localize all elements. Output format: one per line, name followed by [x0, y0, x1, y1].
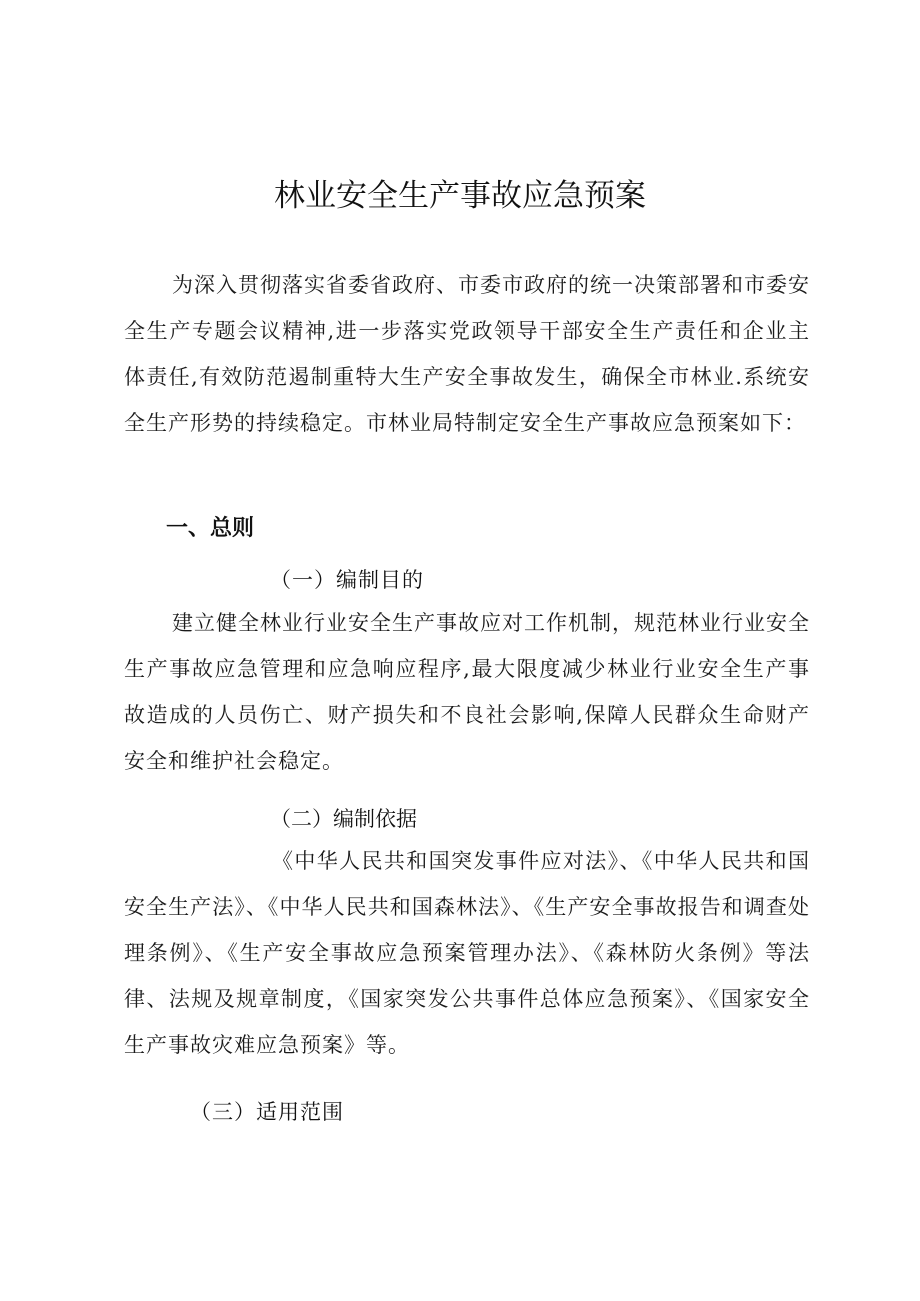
subsection-heading-scope: （三）适用范围	[190, 1100, 344, 1124]
subsection-heading-basis: （二）编制依据	[270, 807, 417, 831]
purpose-paragraph: 建立健全林业行业安全生产事故应对工作机制，规范林业行业安全生产事故应急管理和应急响应程序,最大限度减少林业行业安全生产事故造成的人员伤亡、财产损失和不良社会影响,保障人民群众生命财产安全和维护社会稳定。	[124, 611, 810, 773]
document-title: 林业安全生产事故应急预案	[274, 178, 646, 214]
subsection-heading-purpose: （一）编制目的	[270, 568, 424, 592]
section-heading-general: 一、总则	[166, 516, 255, 541]
basis-paragraph: 《中华人民共和国突发事件应对法》、《中华人民共和国安全生产法》、《中华人民共和国森林法》、《生产安全事故报告和调查处理条例》、《生产安全事故应急预案管理办法》、《森林防火条例》等法律、法规及规章制度，《国家突发公共事件总体应急预案》、《国家安全生产事故灾难应急预案》等。	[124, 849, 810, 1057]
intro-paragraph: 为深入贯彻落实省委省政府、市委市政府的统一决策部署和市委安全生产专题会议精神,进一步落实党政领导干部安全生产责任和企业主体责任,有效防范遏制重特大生产安全事故发生，确保全市林业.系统安全生产形势的持续稳定。市林业局特制定安全生产事故应急预案如下：	[124, 273, 810, 435]
